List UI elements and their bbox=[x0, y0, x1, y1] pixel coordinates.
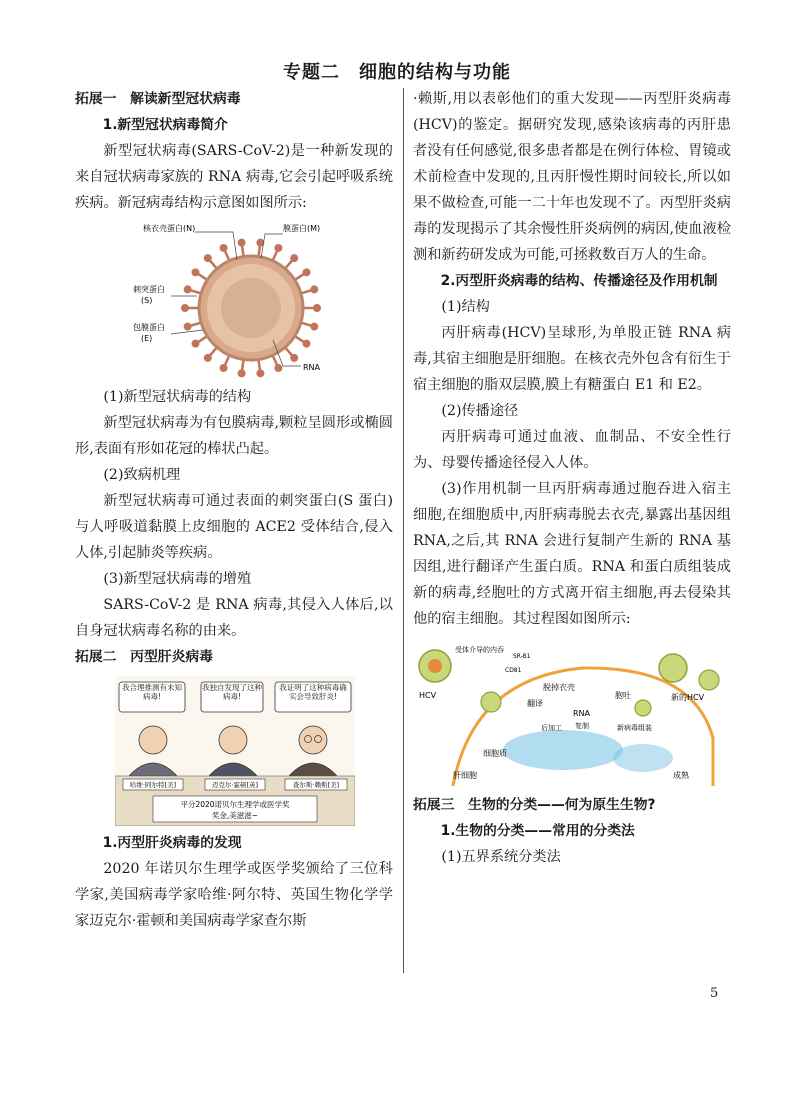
spike-tip bbox=[181, 304, 189, 312]
label-rna: RNA bbox=[573, 709, 591, 718]
label-rna: RNA bbox=[303, 363, 321, 372]
nameplate-3: 查尔斯·赖斯[美] bbox=[292, 781, 340, 789]
label-cytoplasm: 细胞质 bbox=[483, 749, 507, 758]
label-postproc: 后加工 bbox=[541, 724, 562, 732]
section-heading: 2.丙型肝炎病毒的结构、传播途径及作用机制 bbox=[440, 273, 718, 289]
label-replicate: 复制 bbox=[575, 722, 589, 730]
spike-tip bbox=[313, 304, 321, 312]
extension-1-heading: 拓展一 解读新型冠状病毒 bbox=[75, 91, 241, 107]
spike-tip bbox=[204, 254, 212, 262]
paragraph: 丙肝病毒(HCV)呈球形,为单股正链 RNA 病毒,其宿主细胞是肝细胞。在核衣壳外包含有衍生于宿主细胞的脂双层膜,膜上有糖蛋白 E1 和 E2。 bbox=[413, 325, 731, 393]
label-assemble: 新病毒组装 bbox=[617, 724, 652, 732]
label-translate: 翻译 bbox=[527, 699, 543, 708]
paragraph: 新型冠状病毒可通过表面的刺突蛋白(S 蛋白)与人呼吸道黏膜上皮细胞的 ACE2 受体结合,侵入人体,引起肺炎等疾病。 bbox=[75, 493, 393, 561]
subsection-transmission: (2)传播途径 bbox=[441, 403, 519, 419]
paragraph: ·赖斯,用以表彰他们的重大发现——丙型肝炎病毒(HCV)的鉴定。据研究发现,感染该病毒的丙肝患者没有任何感觉,很多患者都是在例行体检、胃镜或术前检查中发现的,且丙肝慢性期时间较长,所以如果不做检查,可能一二十年也发现不了。丙型肝炎病毒的发现揭示了其余慢性肝炎病例的病因,使血液检测和新药研发成为可能,可拯救数百万人的生命。 bbox=[413, 91, 731, 263]
spike-tip bbox=[191, 268, 199, 276]
extension-3-heading: 拓展三 生物的分类——何为原生生物? bbox=[413, 797, 656, 813]
paragraph: 新型冠状病毒为有包膜病毒,颗粒呈圆形或椭圆形,表面有形如花冠的棒状凸起。 bbox=[75, 415, 393, 457]
spike-tip bbox=[303, 340, 311, 348]
paragraph: 丙肝病毒可通过血液、血制品、不安全性行为、母婴传播途径侵入人体。 bbox=[413, 429, 731, 471]
column-divider bbox=[403, 88, 404, 973]
label-s2: (S) bbox=[141, 296, 153, 305]
spike-tip bbox=[310, 285, 318, 293]
spike-tip bbox=[220, 244, 228, 252]
bubble-1: 我合理推测有未知病毒! bbox=[122, 683, 182, 701]
spike-tip bbox=[310, 323, 318, 331]
cartoon-caption-2: 奖金,美滋滋~ bbox=[211, 811, 259, 820]
nameplate-1: 哈维·阿尔特[美] bbox=[129, 781, 177, 789]
label-m: 膜蛋白(M) bbox=[283, 224, 321, 233]
label-hcv: HCV bbox=[419, 691, 437, 700]
paragraph: SARS-CoV-2 是 RNA 病毒,其侵入人体后,以自身冠状病毒名称的由来。 bbox=[75, 597, 393, 639]
page-title: 专题二 细胞的结构与功能 bbox=[283, 62, 511, 83]
endoplasmic-reticulum bbox=[503, 730, 623, 770]
subsection-mechanism: (2)致病机理 bbox=[103, 467, 181, 483]
left-column bbox=[75, 86, 393, 934]
spike-tip bbox=[184, 323, 192, 331]
spike-tip bbox=[290, 254, 298, 262]
paragraph: 新型冠状病毒(SARS-CoV-2)是一种新发现的来自冠状病毒家族的 RNA 病毒,它会引起呼吸系统疾病。新冠病毒结构示意图如图所示: bbox=[75, 143, 393, 211]
subsection-structure: (1)结构 bbox=[441, 299, 490, 315]
spike-tip bbox=[238, 239, 246, 247]
nobel-cartoon-figure bbox=[115, 676, 355, 826]
label-receptor: 受体介导的内吞 bbox=[455, 646, 504, 654]
extension-2-heading: 拓展二 丙型肝炎病毒 bbox=[75, 649, 213, 665]
page-number: 5 bbox=[710, 986, 719, 1001]
label-e2: (E) bbox=[141, 334, 153, 343]
right-column bbox=[413, 86, 731, 870]
label-exo: 胞吐 bbox=[615, 691, 631, 700]
spike-tip bbox=[184, 285, 192, 293]
label-n: 核衣壳蛋白(N) bbox=[143, 224, 196, 233]
bubble-2: 我独自发现了这种病毒! bbox=[202, 683, 262, 701]
label-hepatocyte: 肝细胞 bbox=[453, 771, 477, 780]
spike-tip bbox=[274, 244, 282, 252]
spike-tip bbox=[303, 268, 311, 276]
hcv-lifecycle-figure bbox=[413, 638, 731, 788]
label-s1: 刺突蛋白 bbox=[133, 285, 165, 294]
cartoon-caption-1: 平分2020诺贝尔生理学或医学奖 bbox=[180, 800, 290, 809]
label-cd81: CD81 bbox=[505, 667, 522, 674]
spike-tip bbox=[274, 364, 282, 372]
viral-rna-area bbox=[221, 278, 281, 338]
label-new-hcv: 新的HCV bbox=[671, 693, 705, 702]
spike-tip bbox=[220, 364, 228, 372]
spike-tip bbox=[204, 354, 212, 362]
section-heading: 1.生物的分类——常用的分类法 bbox=[440, 823, 635, 839]
spike-tip bbox=[191, 340, 199, 348]
paragraph: 2020 年诺贝尔生理学或医学奖颁给了三位科学家,美国病毒学家哈维·阿尔特、英国生物化学学家迈克尔·霍顿和美国病毒学家查尔斯 bbox=[75, 861, 393, 929]
subsection-proliferation: (3)新型冠状病毒的增殖 bbox=[103, 571, 252, 587]
subsection-five-kingdoms: (1)五界系统分类法 bbox=[441, 849, 561, 865]
spike-tip bbox=[256, 369, 264, 377]
spike-tip bbox=[238, 369, 246, 377]
bubble-3: 我证明了这种病毒确实会导致肝炎! bbox=[279, 683, 347, 701]
label-uncoat: 脱掉衣壳 bbox=[543, 683, 575, 692]
label-srb1: SR-B1 bbox=[513, 653, 531, 660]
coronavirus-structure-figure bbox=[133, 222, 373, 380]
section-heading: 1.新型冠状病毒简介 bbox=[102, 117, 228, 133]
label-e1: 包膜蛋白 bbox=[133, 323, 165, 332]
spike-tip bbox=[290, 354, 298, 362]
paragraph: (3)作用机制一旦丙肝病毒通过胞吞进入宿主细胞,在细胞质中,丙肝病毒脱去衣壳,暴露出基因组 RNA,之后,其 RNA 会进行复制产生新的 RNA 基因组,进行翻译产生蛋白质。RNA 和蛋白质组装成新的病毒,经胞吐的方式离开宿主细胞,再去侵染其他的宿主细胞。其过程图如图所示: bbox=[413, 481, 731, 627]
subsection-structure: (1)新型冠状病毒的结构 bbox=[103, 389, 252, 405]
nameplate-2: 迈克尔·霍顿[英] bbox=[211, 781, 259, 789]
section-heading: 1.丙型肝炎病毒的发现 bbox=[102, 835, 242, 851]
label-mature: 成熟 bbox=[673, 771, 689, 780]
